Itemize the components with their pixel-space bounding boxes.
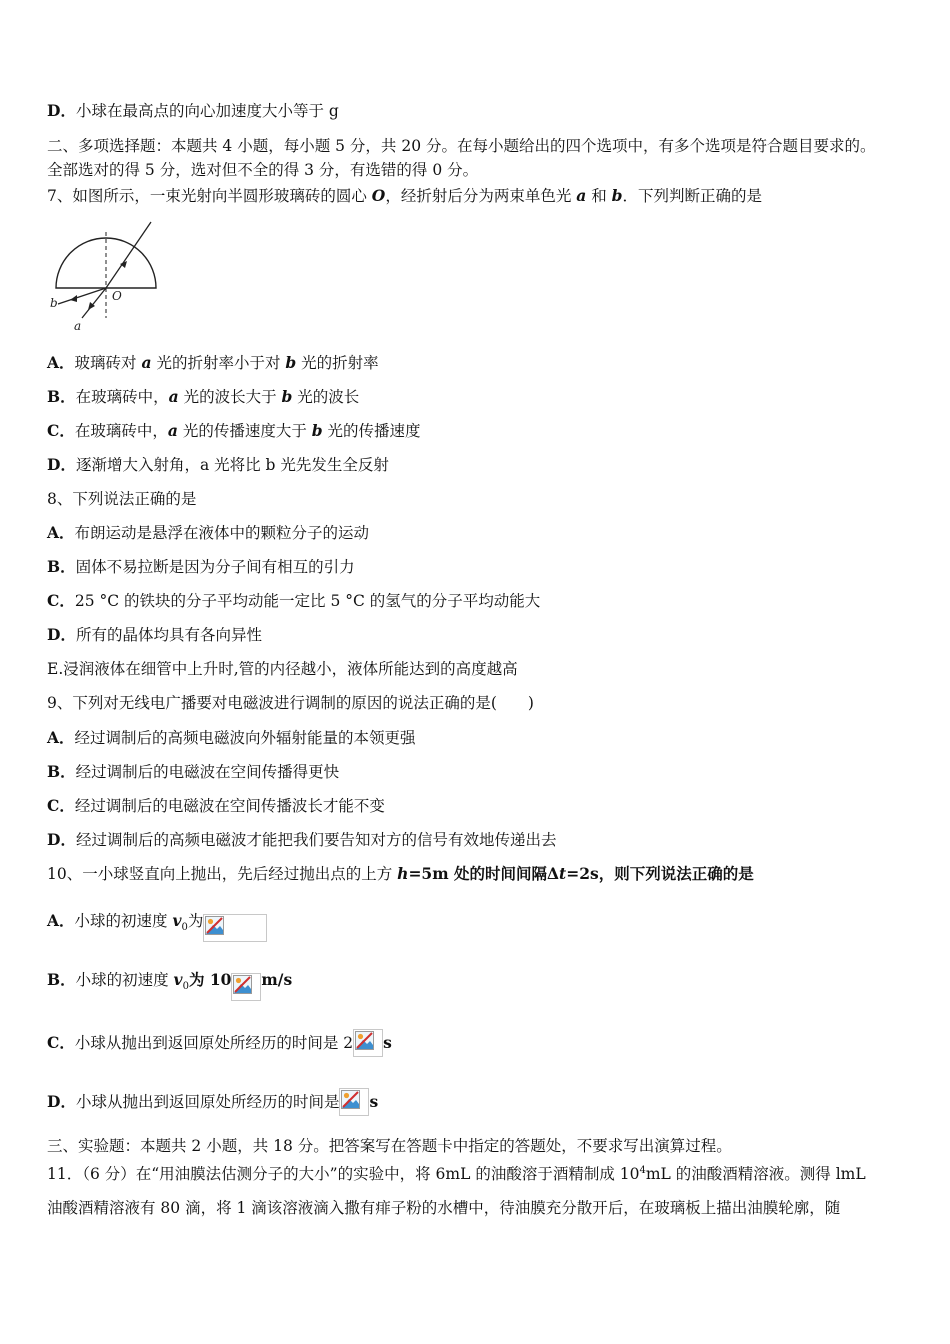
broken-image-icon (355, 1031, 374, 1050)
option-text: m/s (261, 970, 293, 989)
formula-image-placeholder (203, 914, 267, 942)
option-text: 光的传播速度 (322, 422, 421, 440)
q8-option-b (47, 557, 355, 577)
q10-option-a (47, 911, 267, 938)
option-letter: D． (47, 455, 76, 474)
var-b: b (285, 353, 297, 372)
var-a: a (576, 186, 587, 205)
q11-text: 11．（6 分）在“用油膜法估测分子的大小”的实验中，将 6mL 的油酸溶于酒精制成 10 (47, 1165, 640, 1184)
option-letter: D． (47, 101, 76, 120)
q9-option-c (47, 796, 385, 816)
option-letter: C． (47, 796, 75, 815)
section2-heading-line2: 全部选对的得 5 分，选对但不全的得 3 分，有选错的得 0 分。 (47, 161, 479, 179)
subscript: 0 (182, 981, 189, 993)
q10-stem-part: =2s，则下列说法正确的是 (566, 864, 754, 883)
option-text: 小球的初速度 (74, 912, 173, 930)
q7-option-a (47, 353, 379, 373)
formula-image-placeholder (339, 1088, 369, 1116)
formula-image-placeholder (231, 973, 261, 1001)
q7-stem-part: ，经折射后分为两束单色光 (385, 187, 577, 205)
option-text: 布朗运动是悬浮在液体中的颗粒分子的运动 (74, 524, 370, 542)
option-text: s (369, 1092, 379, 1111)
option-text: 在玻璃砖中， (75, 388, 169, 406)
option-text: 光的折射率小于对 (151, 354, 286, 372)
q8-option-c (47, 591, 540, 611)
option-letter: A． (47, 353, 75, 372)
q8-stem: 8、下列说法正确的是 (47, 490, 197, 508)
subscript: 0 (181, 922, 188, 934)
q11-text: mL 的油酸酒精溶液。测得 lmL (645, 1165, 866, 1184)
var-a: a (141, 353, 152, 372)
option-text: s (383, 1033, 392, 1052)
q7-stem-part: ．下列判断正确的是 (622, 187, 763, 205)
option-letter: C． (47, 591, 75, 610)
figure-label-a: a (74, 319, 82, 333)
q9-stem: 9、下列对无线电广播要对电磁波进行调制的原因的说法正确的是( ) (47, 694, 534, 712)
q10-option-b (47, 970, 292, 997)
option-text: 光的波长 (292, 388, 360, 406)
q7-option-d (47, 455, 389, 475)
option-letter: A． (47, 911, 75, 930)
option-text: 小球从抛出到返回原处所经历的时间是 2 (74, 1034, 354, 1052)
option-text: 玻璃砖对 (74, 354, 142, 372)
option-text: 光的波长大于 (178, 388, 282, 406)
broken-image-icon (233, 975, 252, 994)
figure-label-O: O (112, 289, 122, 303)
var-b: b (311, 421, 323, 440)
option-letter: A． (47, 728, 75, 747)
option-letter: D． (47, 830, 76, 849)
option-letter: C． (47, 1033, 75, 1052)
option-letter: B． (47, 762, 76, 781)
var-h: h (397, 864, 409, 883)
q8-option-d (47, 625, 262, 645)
q7-option-b (47, 387, 359, 407)
var-v: v (172, 911, 182, 930)
option-text: 为 10 (188, 970, 232, 989)
option-text: 在玻璃砖中， (74, 422, 168, 440)
option-letter: B． (47, 557, 76, 576)
q9-option-a (47, 728, 416, 748)
option-text: 逐渐增大入射角，a 光将比 b 光先发生全反射 (75, 456, 389, 474)
section2-heading-line1: 二、多项选择题：本题共 4 小题，每小题 5 分，共 20 分。在每小题给出的四个选项中，有多个选项是符合题目要求的。 (47, 137, 876, 155)
option-text: 25 °C 的铁块的分子平均动能一定比 5 °C 的氢气的分子平均动能大 (74, 592, 541, 610)
q8-option-e: E.浸润液体在细管中上升时,管的内径越小，液体所能达到的高度越高 (47, 660, 518, 678)
q7-stem-part: 7、如图所示，一束光射向半圆形玻璃砖的圆心 (47, 187, 372, 205)
option-letter: B． (47, 387, 76, 406)
formula-image-placeholder (353, 1029, 383, 1057)
var-b: b (281, 387, 293, 406)
q7-figure-semicircle-glass (44, 214, 170, 338)
option-text: 小球在最高点的向心加速度大小等于 g (75, 102, 339, 120)
broken-image-icon (341, 1090, 360, 1109)
q9-option-d (47, 830, 556, 850)
option-letter: A． (47, 523, 75, 542)
option-text: 经过调制后的电磁波在空间传播波长才能不变 (74, 797, 385, 815)
option-letter: D． (47, 1092, 76, 1111)
q10-stem-part: 10、一小球竖直向上抛出，先后经过抛出点的上方 (47, 865, 398, 883)
q11-line1 (47, 1161, 866, 1184)
option-letter: C． (47, 421, 75, 440)
option-text: 所有的晶体均具有各向异性 (75, 626, 262, 644)
option-letter: B． (47, 970, 76, 989)
section3-heading: 三、实验题：本题共 2 小题，共 18 分。把答案写在答题卡中指定的答题处，不要求写出演算过程。 (47, 1137, 732, 1155)
q10-option-c (47, 1029, 392, 1053)
var-t: t (559, 864, 567, 883)
broken-image-icon (205, 916, 224, 935)
option-text: 小球的初速度 (75, 971, 174, 989)
option-text: 经过调制后的电磁波在空间传播得更快 (75, 763, 340, 781)
q11-line2: 油酸酒精溶液有 80 滴，将 1 滴该溶液滴入撒有痱子粉的水槽中，待油膜充分散开后，在玻璃板上描出油膜轮廓，随 (47, 1199, 841, 1217)
q9-option-b (47, 762, 339, 782)
var-a: a (168, 387, 179, 406)
option-text: 固体不易拉断是因为分子间有相互的引力 (75, 558, 355, 576)
q7-option-c (47, 421, 421, 441)
option-text: 为 (187, 912, 204, 930)
var-b: b (611, 186, 623, 205)
superscript: 4 (639, 1165, 646, 1176)
q6-option-d (47, 101, 339, 121)
var-O: O (371, 186, 386, 205)
option-text: 经过调制后的高频电磁波向外辐射能量的本领更强 (74, 729, 416, 747)
option-text: 小球从抛出到返回原处所经历的时间是 (75, 1093, 340, 1111)
q7-stem (47, 186, 762, 206)
option-text: 经过调制后的高频电磁波才能把我们要告知对方的信号有效地传递出去 (75, 831, 557, 849)
figure-label-b: b (50, 296, 58, 310)
q10-stem-part: =5m 处的时间间隔Δ (408, 864, 560, 883)
q10-stem (47, 864, 754, 884)
q7-stem-part: 和 (586, 187, 612, 205)
var-a: a (167, 421, 178, 440)
option-text: 光的传播速度大于 (177, 422, 312, 440)
q10-option-d (47, 1088, 378, 1112)
q8-option-a (47, 523, 369, 543)
option-text: 光的折射率 (296, 354, 379, 372)
option-letter: D． (47, 625, 76, 644)
var-v: v (173, 970, 183, 989)
